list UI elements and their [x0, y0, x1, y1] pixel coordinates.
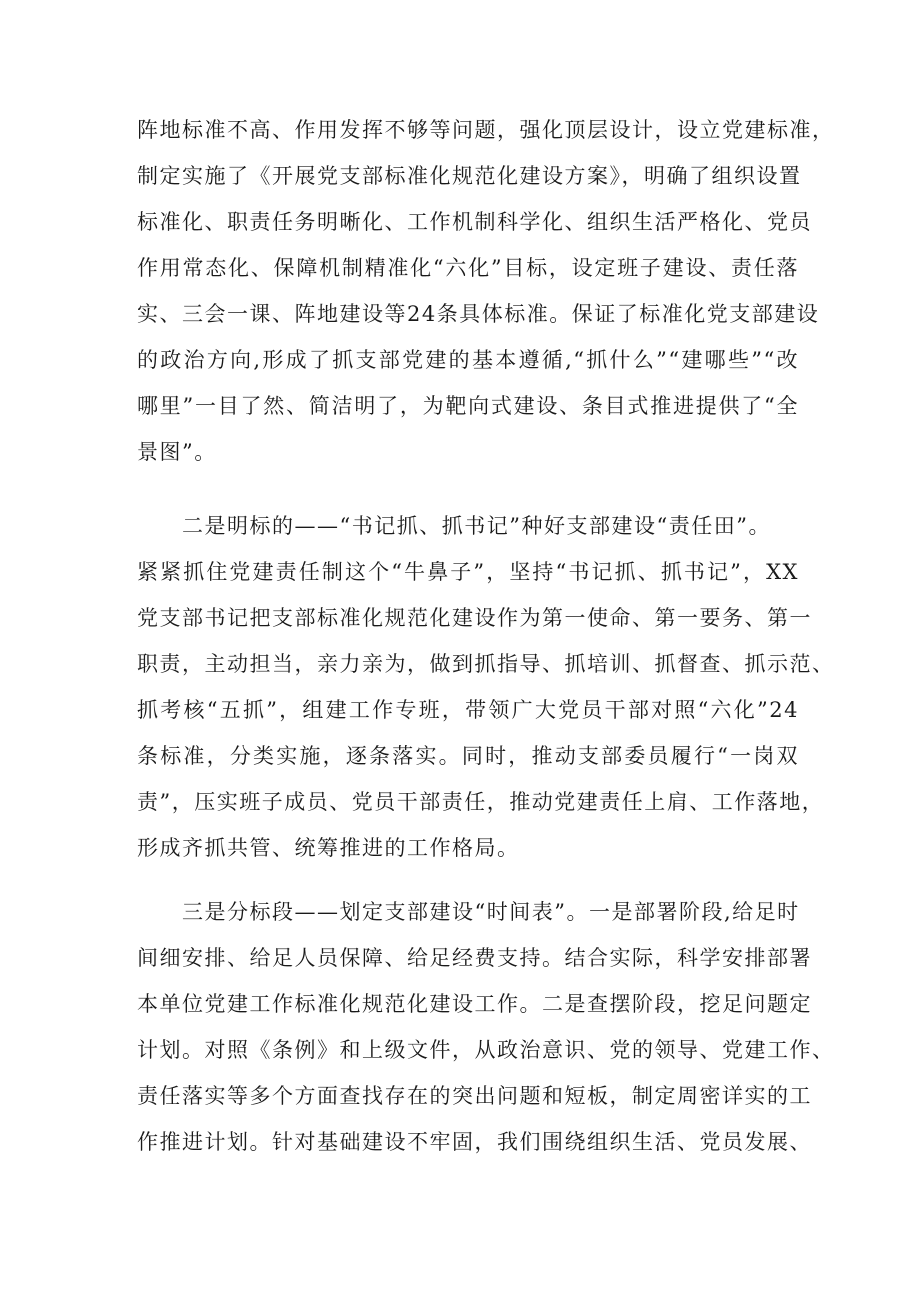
text-line: 形成齐抓共管、统筹推进的工作格局。 [137, 836, 520, 860]
text-line: 制定实施了《开展党支部标准化规范化建设方案》，明确了组织设置 [137, 164, 802, 188]
text-line: 作推进计划。针对基础建设不牢固，我们围绕组织生活、党员发展、 [137, 1130, 812, 1154]
text-line: 二是明标的——“书记抓、抓书记”种好支部建设“责任田”。 [137, 514, 771, 538]
paragraph-spacing [137, 871, 799, 889]
text-line: 抓考核“五抓”，组建工作专班，带领广大党员干部对照“六化”24 [137, 698, 799, 722]
text-line: 作用常态化、保障机制精准化“六化”目标，设定班子建设、责任落 [137, 256, 799, 280]
text-line: 景图”。 [137, 440, 217, 464]
text-line: 党支部书记把支部标准化规范化建设作为第一使命、第一要务、第一 [137, 606, 812, 630]
text-line: 计划。对照《条例》和上级文件，从政治意识、党的领导、党建工作、 [137, 1038, 835, 1062]
text-line: 的政治方向,形成了抓支部党建的基本遵循,“抓什么”“建哪些”“改 [137, 348, 799, 372]
text-line: 本单位党建工作标准化规范化建设工作。二是查摆阶段，挖足问题定 [137, 992, 812, 1016]
text-line: 标准化、职责任务明晰化、工作机制科学化、组织生活严格化、党员 [137, 210, 812, 234]
paragraph-3 [137, 889, 835, 1165]
text-line: 职责，主动担当，亲力亲为，做到抓指导、抓培训、抓督查、抓示范、 [137, 652, 835, 676]
text-line: 阵地标准不高、作用发挥不够等问题，强化顶层设计，设立党建标准， [137, 118, 835, 142]
text-line: 哪里”一目了然、简洁明了，为靶向式建设、条目式推进提供了“全 [137, 394, 799, 418]
text-line: 责任落实等多个方面查找存在的突出问题和短板，制定周密详实的工 [137, 1084, 812, 1108]
text-line: 条标准，分类实施，逐条落实。同时，推动支部委员履行“一岗双 [137, 744, 799, 768]
paragraph-2 [137, 503, 835, 871]
document-body [137, 107, 835, 1165]
paragraph-1 [137, 107, 835, 475]
text-line: 三是分标段——划定支部建设“时间表”。一是部署阶段,给足时 [137, 900, 800, 924]
text-line: 实、三会一课、阵地建设等24条具体标准。保证了标准化党支部建设 [137, 302, 820, 326]
paragraph-spacing [137, 475, 799, 503]
text-line: 紧紧抓住党建责任制这个“牛鼻子”，坚持“书记抓、抓书记”，XX [137, 560, 799, 584]
text-line: 责”，压实班子成员、党员干部责任，推动党建责任上肩、工作落地， [137, 790, 825, 814]
text-line: 间细安排、给足人员保障、给足经费支持。结合实际，科学安排部署 [137, 946, 812, 970]
